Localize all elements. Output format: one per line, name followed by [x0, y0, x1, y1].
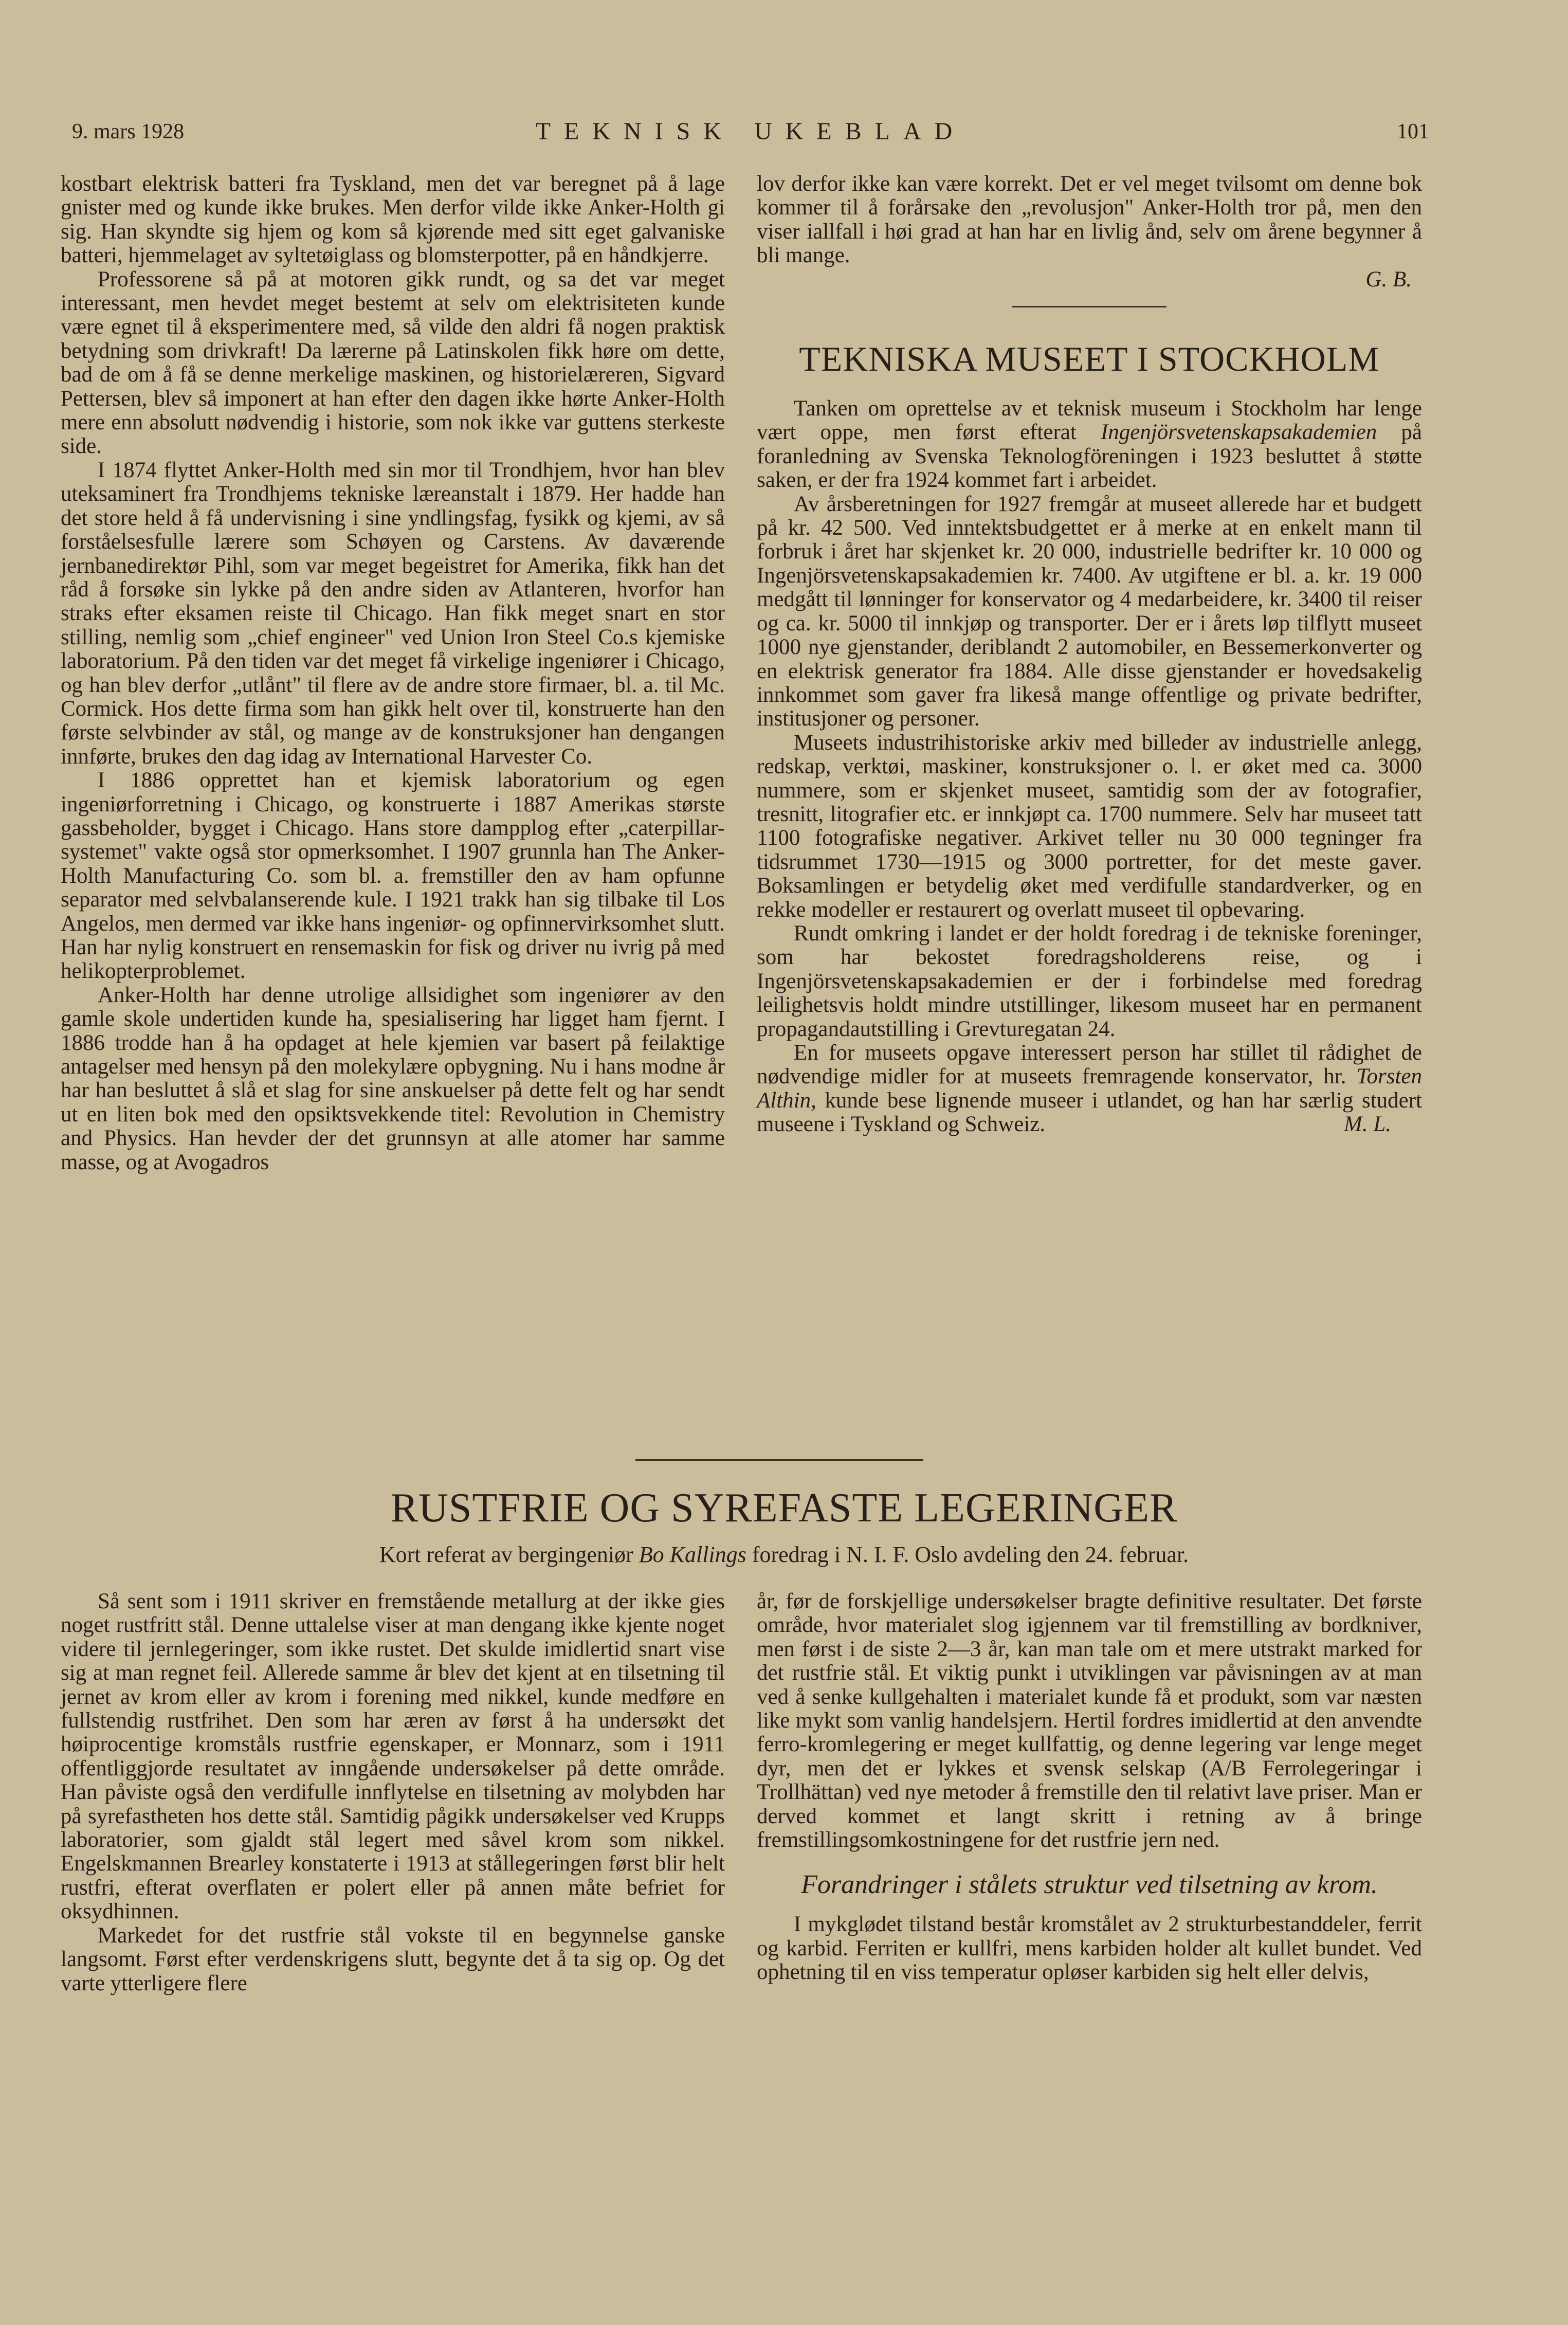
text-run: foredrag i N. I. F. Oslo avdeling den 24. februar.	[746, 1542, 1189, 1567]
issue-date: 9. mars 1928	[72, 120, 185, 143]
paragraph: I 1874 flyttet Anker-Holth med sin mor til Trondhjem, hvor han blev uteksaminert fra Trondhjems tekniske læreanstalt i 1879. Her hadde han det store held å få undervisning i sine yndlingsfag, fysikk og kjemi, av så forståelsesfulle lærere som Schøyen og Carstens. Av daværende jernbanedirektør Pihl, som var meget begeistret for Amerika, fikk han det råd å forsøke sin lykke på den andre siden av Atlanteren, hvorfor han straks efter eksamen reiste til Chicago. Han fikk meget snart en stor stilling, nemlig som „chief engineer" ved Union Iron Steel Co.s kjemiske laboratorium. På den tiden var det meget få virkelige ingeniører i Chicago, og han blev derfor „utlånt" til flere av de andre store firmaer, bl. a. til Mc. Cormick. Hos dette firma som han gikk helt over til, konstruerte han den første selvbinder av stål, og mange av de konstruksjoner han dengangen innførte, brukes den dag idag av International Harvester Co.	[61, 458, 725, 769]
column-top-right	[757, 172, 1422, 1137]
paragraph	[757, 397, 1422, 493]
paragraph: I 1886 opprettet han et kjemisk laboratorium og egen ingeniørforretning i Chicago, og konstruerte i 1887 Amerikas største gassbeholder, bygget i Chicago. Hans store dampplog efter „caterpillar-systemet" vakte også stor opmerksomhet. I 1907 grunnla han The Anker-Holth Manufacturing Co. som bl. a. fremstiller den av ham opfunne separator med selvbalanserende kule. I 1921 trakk han sig tilbake til Los Angelos, men dermed var ikke hans ingeniør- og opfinnervirksomhet slutt. Han har nylig konstruert en rensemaskin for fisk og driver nu ivrig på med helikopterproblemet.	[61, 768, 725, 984]
column-top-left	[61, 172, 725, 1174]
paragraph: Rundt omkring i landet er der holdt foredrag i de tekniske foreninger, som har bekostet foredragsholderens reise, og i Ingenjörsvetenskapsakademien er der i forbindelse med foredrag leilighetsvis holdt mindre utstillinger, likesom museet har en permanent propagandautstilling i Grevturegatan 24.	[757, 921, 1422, 1041]
column-bottom-right	[757, 1590, 1422, 1985]
article-heading: RUSTFRIE OG SYREFASTE LEGERINGER	[390, 1485, 1178, 1531]
page-number: 101	[1397, 120, 1429, 143]
paragraph: Av årsberetningen for 1927 fremgår at museet allerede har et budgett på kr. 42 500. Ved inntektsbudgettet er å merke at en enkelt mann til forbruk i året har skjenket kr. 20 000, industrielle bedrifter kr. 10 000 og Ingenjörsvetenskapsakademien kr. 7400. Av utgiftene er bl. a. kr. 19 000 medgått til lønninger for konservator og 4 medarbeidere, kr. 3400 til reiser og ca. kr. 5000 til innkjøp og transporter. Der er i årets løp tilflytt museet 1000 nye gjenstander, deriblandt 2 automobiler, en Bessemerkonverter og en elektrisk generator fra 1884. Alle disse gjenstander er hovedsakelig innkommet som gaver fra likeså mange offentlige og private bedrifter, institusjoner og personer.	[757, 492, 1422, 731]
journal-title: TEKNISK UKEBLAD	[535, 118, 966, 145]
paragraph: Professorene så på at motoren gikk rundt, og sa det var meget interessant, men hevdet meget bestemt at selv om elektrisiteten kunde være egnet til å eksperimentere med, så vilde den aldri få nogen praktisk betydning som drivkraft! Da lærerne på Latinskolen fikk høre om dette, bad de om å få se denne merkelige maskinen, og historielæreren, Sigvard Pettersen, blev så imponert at han efter den dagen ikke hørte Anker-Holth mere enn absolutt nødvendig i historie, som nok ikke var guttens sterkeste side.	[61, 267, 725, 459]
text-run: Tanken om oprettelse av et teknisk museum i Stockholm har lenge vært oppe, men først efterat	[757, 396, 1422, 445]
section-heading: TEKNISKA MUSEET I STOCKHOLM	[799, 339, 1380, 379]
emphasis-text: Torsten Althin,	[757, 1064, 1422, 1113]
text-run: kunde bese lignende museer i utlandet, og han har særlig studert museene i Tyskland og Schweiz.	[757, 1088, 1422, 1137]
paragraph: år, før de forskjellige undersøkelser bragte definitive resultater. Det første område, hvor materialet slog igjennem var til fremstilling av bordkniver, men først i de siste 2—3 år, kan man tale om et mere utstrakt marked for det rustfrie stål. Et viktig punkt i utviklingen var påvisningen av at man ved å senke kullgehalten i materialet kunde få et produkt, som var næsten like mykt som vanlig handelsjern. Hertil fordres imidlertid at den anvendte ferro-kromlegering er meget kullfattig, og denne legering var lenge meget dyr, men det er lykkes et svensk selskap (A/B Ferrolegeringar i Trollhättan) ved nye metoder å fremstille den til relativt lave priser. Man er derved kommet et langt skritt i retning av å bringe fremstillingsomkostningene for det rustfrie jern ned.	[757, 1589, 1422, 1852]
author-signature: M. L.	[1344, 1112, 1391, 1137]
paragraph: I mykglødet tilstand består kromstålet av 2 strukturbestanddeler, ferrit og karbid. Ferriten er kullfri, mens karbiden holder alt kullet bundet. Ved ophetning til en viss temperatur opløser karbiden sig helt eller delvis,	[757, 1912, 1422, 1985]
author-signature: G. B.	[1365, 267, 1412, 292]
paragraph: kostbart elektrisk batteri fra Tyskland, men det var beregnet på å lage gnister med og kunde ikke brukes. Men derfor vilde ikke Anker-Holth gi sig. Han skyndte sig hjem og kom så kjørende med sitt eget galvaniske batteri, hjemmelaget av syltetøiglass og blomsterpotter, på en håndkjerre.	[61, 172, 725, 268]
article-divider	[635, 1459, 923, 1461]
paragraph: Anker-Holth har denne utrolige allsidighet som ingeniører av den gamle skole undertiden kunde ha, spesialisering har ligget ham fjernt. I 1886 trodde han å ha opdaget at hele kjemien var basert på feilaktige antagelser med hensyn på den molekylære opbygning. Nu i hans modne år har han besluttet å slå et slag for sine anskuelser på dette felt og har sendt ut en liten bok med den opsiktsvekkende titel: Revolution in Chemistry and Physics. Han hevder der det grunnsyn at alle atomer har samme masse, og at Avogadros	[61, 983, 725, 1174]
subsection-heading: Forandringer i stålets struktur ved tilsetning av krom.	[801, 1870, 1378, 1900]
column-bottom-left	[61, 1590, 725, 1995]
emphasis-text: Ingenjörsvetenskapsakademien	[1100, 420, 1377, 445]
text-run: Kort referat av bergingeniør	[379, 1542, 639, 1567]
page-header	[72, 114, 1429, 150]
text-run: på foranledning av Svenska Teknologföreningen i 1923 besluttet å støtte saken, er der fra 1924 kommet fart i arbeidet.	[757, 420, 1422, 493]
paragraph: lov derfor ikke kan være korrekt. Det er vel meget tvilsomt om denne bok kommer til å forårsake den „revolusjon" Anker-Holth tror på, men den viser iallfall i høi grad at han har en livlig ånd, selv om årene begynner å bli mange.	[757, 172, 1422, 268]
paragraph: Museets industrihistoriske arkiv med billeder av industrielle anlegg, redskap, verktøi, maskiner, konstruksjoner o. l. er øket med ca. 3000 nummere, som er skjenket museet, samtidig som der av fotografier, tresnitt, litografier etc. er innkjøpt ca. 1700 nummere. Selv har museet tatt 1100 fotografiske negativer. Arkivet teller nu 30 000 tegninger fra tidsrummet 1730—1915 og 3000 portretter, for det meste gaver. Boksamlingen er betydelig øket med verdifulle standardverker, og en rekke modeller er restaurert og overlatt museet til opbevaring.	[757, 730, 1422, 922]
article-subheading	[0, 1541, 1568, 1568]
paragraph	[757, 1041, 1422, 1137]
paragraph: Så sent som i 1911 skriver en fremstående metallurg at der ikke gies noget rustfritt stål. Denne uttalelse viser at man dengang ikke kjente noget videre til jernlegeringer, som ikke rustet. Det skulde imidlertid snart vise sig at man regnet feil. Allerede samme år blev det kjent at en tilsetning til jernet av krom eller av krom i forening med nikkel, kunde medføre en fullstendig rustfrihet. Den som har æren av først å ha undersøkt det høiprocentige kromståls rustfrie egenskaper, er Monnarz, som i 1911 offentliggjorde resultatet av inngående undersøkelser på dette område. Han påviste også den verdifulle innflytelse en tilsetning av molybden har på syrefastheten hos dette stål. Samtidig pågikk undersøkelser ved Krupps laboratorier, som gjaldt stål legert med såvel krom som nikkel. Engelskmannen Brearley konstaterte i 1913 at stållegeringen først blir helt rustfri, efterat overflaten er polert eller på annen måte befriet for oksydhinnen.	[61, 1589, 725, 1924]
section-divider	[1012, 306, 1166, 307]
author-name: Bo Kallings	[639, 1542, 746, 1567]
paragraph: Markedet for det rustfrie stål vokste til en begynnelse ganske langsomt. Først efter verdenskrigens slutt, begynte det å ta sig op. Og det varte ytterligere flere	[61, 1923, 725, 1995]
text-run: En for museets opgave interessert person har stillet til rådighet de nødvendige midler for at museets fremragende konservator, hr.	[757, 1041, 1422, 1089]
